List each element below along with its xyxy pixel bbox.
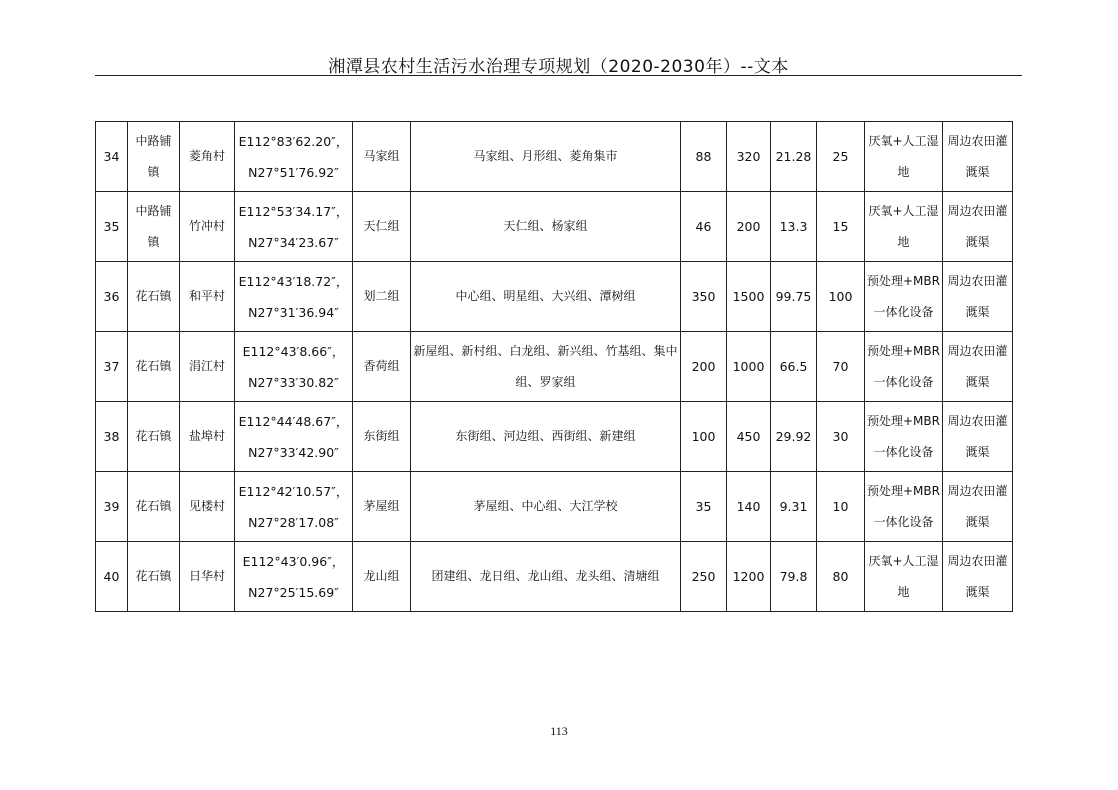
outlet-line-1: 周边农田灌 — [947, 203, 1008, 218]
row-number: 36 — [96, 262, 128, 332]
longitude: E112°43′0.96″， — [242, 553, 345, 569]
water-volume-cell: 13.3 — [771, 192, 817, 262]
process-cell — [865, 542, 943, 612]
table-row — [96, 122, 1013, 192]
process-line-1: 预处理+MBR — [867, 413, 940, 428]
latitude: N27°33′42.90″ — [248, 444, 339, 460]
town-cell: 中路铺镇 — [128, 192, 180, 262]
population-cell: 1500 — [727, 262, 771, 332]
served-groups-line-2: 组、罗家组 — [515, 374, 576, 389]
process-line-1: 厌氧+人工湿 — [868, 553, 939, 568]
outlet-line-1: 周边农田灌 — [947, 483, 1008, 498]
process-cell — [865, 472, 943, 542]
village-cell: 涓江村 — [180, 332, 235, 402]
design-scale-cell: 100 — [817, 262, 865, 332]
process-cell — [865, 262, 943, 332]
outlet-cell — [943, 402, 1013, 472]
served-groups-cell: 茅屋组、中心组、大江学校 — [411, 472, 681, 542]
outlet-cell — [943, 192, 1013, 262]
site-group-cell: 龙山组 — [353, 542, 411, 612]
outlet-line-2: 溉渠 — [965, 304, 990, 319]
water-volume-cell: 66.5 — [771, 332, 817, 402]
village-cell: 盐埠村 — [180, 402, 235, 472]
town-cell: 花石镇 — [128, 262, 180, 332]
households-cell: 35 — [681, 472, 727, 542]
outlet-cell — [943, 472, 1013, 542]
process-line-2: 一体化设备 — [873, 374, 934, 389]
water-volume-cell: 79.8 — [771, 542, 817, 612]
site-group-cell: 划二组 — [353, 262, 411, 332]
population-cell: 1200 — [727, 542, 771, 612]
row-number: 38 — [96, 402, 128, 472]
table-row — [96, 332, 1013, 402]
process-line-2: 一体化设备 — [873, 444, 934, 459]
served-groups-cell: 团建组、龙日组、龙山组、龙头组、清塘组 — [411, 542, 681, 612]
design-scale-cell: 10 — [817, 472, 865, 542]
served-groups-cell: 天仁组、杨家组 — [411, 192, 681, 262]
households-cell: 250 — [681, 542, 727, 612]
page-number: 113 — [550, 724, 568, 738]
process-line-1: 预处理+MBR — [867, 343, 940, 358]
coordinate-cell — [235, 542, 353, 612]
row-number: 39 — [96, 472, 128, 542]
site-group-cell: 香荷组 — [353, 332, 411, 402]
row-number: 37 — [96, 332, 128, 402]
served-groups-cell — [411, 332, 681, 402]
latitude: N27°34′23.67″ — [248, 234, 339, 250]
water-volume-cell: 21.28 — [771, 122, 817, 192]
site-group-cell: 东街组 — [353, 402, 411, 472]
longitude: E112°53′34.17″， — [238, 203, 349, 219]
latitude: N27°25′15.69″ — [248, 584, 339, 600]
latitude: N27°31′36.94″ — [248, 304, 339, 320]
process-line-1: 厌氧+人工湿 — [868, 133, 939, 148]
table-row — [96, 472, 1013, 542]
process-line-2: 地 — [897, 234, 910, 249]
outlet-line-1: 周边农田灌 — [947, 413, 1008, 428]
process-line-2: 一体化设备 — [873, 304, 934, 319]
process-line-1: 预处理+MBR — [867, 273, 940, 288]
process-line-1: 厌氧+人工湿 — [868, 203, 939, 218]
outlet-line-1: 周边农田灌 — [947, 343, 1008, 358]
design-scale-cell: 70 — [817, 332, 865, 402]
coordinate-cell — [235, 122, 353, 192]
latitude: N27°28′17.08″ — [248, 514, 339, 530]
village-cell: 日华村 — [180, 542, 235, 612]
longitude: E112°43′8.66″， — [242, 343, 345, 359]
town-cell: 花石镇 — [128, 542, 180, 612]
process-cell — [865, 122, 943, 192]
design-scale-cell: 80 — [817, 542, 865, 612]
households-cell: 200 — [681, 332, 727, 402]
served-groups-cell: 东街组、河边组、西街组、新建组 — [411, 402, 681, 472]
longitude: E112°83′62.20″， — [238, 133, 349, 149]
town-cell: 花石镇 — [128, 332, 180, 402]
process-line-2: 一体化设备 — [873, 514, 934, 529]
outlet-cell — [943, 332, 1013, 402]
process-cell — [865, 192, 943, 262]
process-line-2: 地 — [897, 164, 910, 179]
outlet-line-2: 溉渠 — [965, 164, 990, 179]
village-cell: 竹冲村 — [180, 192, 235, 262]
coordinate-cell — [235, 262, 353, 332]
outlet-line-1: 周边农田灌 — [947, 273, 1008, 288]
village-cell: 菱角村 — [180, 122, 235, 192]
longitude: E112°44′48.67″， — [238, 413, 349, 429]
site-group-cell: 天仁组 — [353, 192, 411, 262]
served-groups-cell: 中心组、明星组、大兴组、潭树组 — [411, 262, 681, 332]
town-cell: 中路铺镇 — [128, 122, 180, 192]
households-cell: 100 — [681, 402, 727, 472]
outlet-cell — [943, 262, 1013, 332]
households-cell: 350 — [681, 262, 727, 332]
population-cell: 450 — [727, 402, 771, 472]
site-group-cell: 茅屋组 — [353, 472, 411, 542]
header-divider — [95, 75, 1022, 76]
table-row — [96, 402, 1013, 472]
process-cell — [865, 332, 943, 402]
outlet-line-2: 溉渠 — [965, 584, 990, 599]
outlet-line-2: 溉渠 — [965, 444, 990, 459]
table-row — [96, 542, 1013, 612]
process-line-1: 预处理+MBR — [867, 483, 940, 498]
outlet-cell — [943, 542, 1013, 612]
water-volume-cell: 99.75 — [771, 262, 817, 332]
page-header-title: 湘潭县农村生活污水治理专项规划（2020-2030年）--文本 — [328, 57, 789, 77]
outlet-line-2: 溉渠 — [965, 514, 990, 529]
coordinate-cell — [235, 332, 353, 402]
process-cell — [865, 402, 943, 472]
served-groups-cell: 马家组、月形组、菱角集市 — [411, 122, 681, 192]
table-row — [96, 192, 1013, 262]
outlet-line-1: 周边农田灌 — [947, 553, 1008, 568]
outlet-cell — [943, 122, 1013, 192]
row-number: 35 — [96, 192, 128, 262]
town-cell: 花石镇 — [128, 402, 180, 472]
population-cell: 140 — [727, 472, 771, 542]
outlet-line-2: 溉渠 — [965, 234, 990, 249]
population-cell: 320 — [727, 122, 771, 192]
process-line-2: 地 — [897, 584, 910, 599]
served-groups-line-1: 新屋组、新村组、白龙组、新兴组、竹基组、集中 — [413, 343, 678, 358]
outlet-line-1: 周边农田灌 — [947, 133, 1008, 148]
longitude: E112°43′18.72″， — [238, 273, 349, 289]
design-scale-cell: 30 — [817, 402, 865, 472]
village-cell: 和平村 — [180, 262, 235, 332]
coordinate-cell — [235, 472, 353, 542]
treatment-plan-table — [95, 121, 1013, 612]
water-volume-cell: 29.92 — [771, 402, 817, 472]
households-cell: 46 — [681, 192, 727, 262]
row-number: 34 — [96, 122, 128, 192]
town-cell: 花石镇 — [128, 472, 180, 542]
population-cell: 200 — [727, 192, 771, 262]
design-scale-cell: 25 — [817, 122, 865, 192]
households-cell: 88 — [681, 122, 727, 192]
latitude: N27°33′30.82″ — [248, 374, 339, 390]
row-number: 40 — [96, 542, 128, 612]
latitude: N27°51′76.92″ — [248, 164, 339, 180]
longitude: E112°42′10.57″， — [238, 483, 349, 499]
coordinate-cell — [235, 192, 353, 262]
outlet-line-2: 溉渠 — [965, 374, 990, 389]
population-cell: 1000 — [727, 332, 771, 402]
design-scale-cell: 15 — [817, 192, 865, 262]
water-volume-cell: 9.31 — [771, 472, 817, 542]
coordinate-cell — [235, 402, 353, 472]
site-group-cell: 马家组 — [353, 122, 411, 192]
village-cell: 见楼村 — [180, 472, 235, 542]
table-row — [96, 262, 1013, 332]
